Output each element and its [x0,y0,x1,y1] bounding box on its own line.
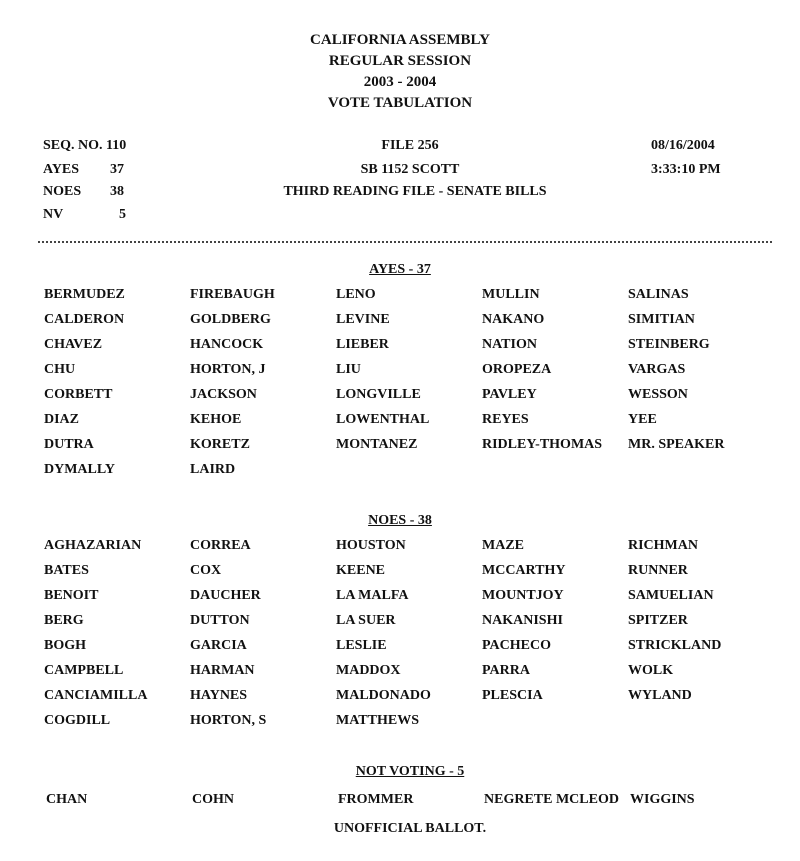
member-name: GOLDBERG [190,312,271,327]
member-name: MR. SPEAKER [628,437,725,452]
noes-value: 38 [110,184,124,199]
member-name: CHU [44,362,76,377]
member-name: WESSON [628,387,688,402]
member-name: CORREA [190,538,251,553]
member-name: LEVINE [336,312,390,327]
member-name: DUTRA [44,437,94,452]
member-name: HORTON, J [190,362,266,377]
member-name: DIAZ [44,412,80,427]
member-name: PARRA [482,663,530,678]
member-name: STEINBERG [628,337,710,352]
member-name: HANCOCK [190,337,264,352]
member-name: MONTANEZ [336,437,418,452]
member-name: DAUCHER [190,588,261,603]
member-name: LIEBER [336,337,389,352]
member-name: MADDOX [336,663,401,678]
noes-heading-text: NOES - 38 [368,513,432,528]
title-line-1: CALIFORNIA ASSEMBLY [310,32,490,48]
member-name: BERG [44,613,84,628]
not-voting-heading-text: NOT VOTING - 5 [355,764,465,779]
title-line-2: REGULAR SESSION [328,53,472,69]
reading-type: THIRD READING FILE - SENATE BILLS [283,184,547,199]
member-name: PLESCIA [482,688,543,703]
noes-list [44,537,778,737]
member-name: WYLAND [628,688,692,703]
member-name: NAKANISHI [482,613,563,628]
member-name: SAMUELIAN [628,588,714,603]
member-name: LENO [336,287,376,302]
ayes-list [44,286,778,486]
member-name: YEE [628,412,657,427]
member-name: NATION [482,337,537,352]
member-name: NAKANO [482,312,545,327]
ayes-value: 37 [110,162,124,177]
member-name: LESLIE [336,638,387,653]
member-name: VARGAS [628,362,686,377]
member-name: PAVLEY [482,387,537,402]
member-name: HAYNES [190,688,248,703]
member-name: CANCIAMILLA [44,688,148,703]
member-name: REYES [482,412,529,427]
noes-heading [0,512,800,530]
ayes-heading-text: AYES - 37 [369,262,431,277]
member-name: MOUNTJOY [482,588,564,603]
noes-label: NOES [43,184,82,199]
member-name: DUTTON [190,613,250,628]
member-name: WIGGINS [630,792,695,807]
member-name: STRICKLAND [628,638,722,653]
document-title [0,30,800,114]
member-name: BATES [44,563,89,578]
member-name: MALDONADO [336,688,431,703]
nv-value: 5 [119,207,126,222]
member-name: LONGVILLE [336,387,421,402]
divider-line [38,241,772,243]
member-name: CAMPBELL [44,663,124,678]
member-name: CHAVEZ [44,337,103,352]
footer-note: UNOFFICIAL BALLOT. [333,821,487,836]
seq-value: 110 [106,138,127,153]
member-name: FROMMER [338,792,414,807]
member-name: KEENE [336,563,386,578]
member-name: NEGRETE MCLEOD [484,792,619,807]
member-name: HARMAN [190,663,255,678]
file-number: FILE 256 [381,138,439,153]
ayes-label: AYES [43,162,80,177]
member-name: CHAN [46,792,88,807]
member-name: DYMALLY [44,462,116,477]
member-name: PACHECO [482,638,551,653]
member-name: KEHOE [190,412,242,427]
ayes-heading [0,261,800,279]
member-name: OROPEZA [482,362,552,377]
member-name: RICHMAN [628,538,698,553]
seq-label: SEQ. NO. [43,138,103,153]
member-name: MCCARTHY [482,563,566,578]
member-name: AGHAZARIAN [44,538,142,553]
member-name: WOLK [628,663,674,678]
member-name: SALINAS [628,287,689,302]
member-name: KORETZ [190,437,250,452]
member-name: LA SUER [336,613,396,628]
member-name: RUNNER [628,563,688,578]
member-name: CORBETT [44,387,113,402]
member-name: RIDLEY-THOMAS [482,437,603,452]
vote-time: 3:33:10 PM [651,162,721,177]
member-name: MATTHEWS [336,713,419,728]
bill-number: SB 1152 SCOTT [360,162,460,177]
member-name: LOWENTHAL [336,412,430,427]
title-line-4: VOTE TABULATION [327,95,473,111]
member-name: JACKSON [190,387,257,402]
member-name: HOUSTON [336,538,406,553]
member-name: COHN [192,792,234,807]
member-name: BERMUDEZ [44,287,125,302]
member-name: BOGH [44,638,87,653]
title-line-3: 2003 - 2004 [363,74,437,90]
member-name: FIREBAUGH [190,287,275,302]
not-voting-heading [10,763,800,781]
member-name: CALDERON [44,312,125,327]
nv-label: NV [43,207,64,222]
member-name: LA MALFA [336,588,409,603]
member-name: SIMITIAN [628,312,695,327]
member-name: GARCIA [190,638,247,653]
member-name: HORTON, S [190,713,267,728]
member-name: COGDILL [44,713,111,728]
member-name: LIU [336,362,361,377]
member-name: MULLIN [482,287,540,302]
vote-date: 08/16/2004 [651,138,715,153]
member-name: SPITZER [628,613,688,628]
not-voting-list [46,791,780,816]
member-name: COX [190,563,222,578]
member-name: BENOIT [44,588,99,603]
member-name: MAZE [482,538,524,553]
member-name: LAIRD [190,462,236,477]
